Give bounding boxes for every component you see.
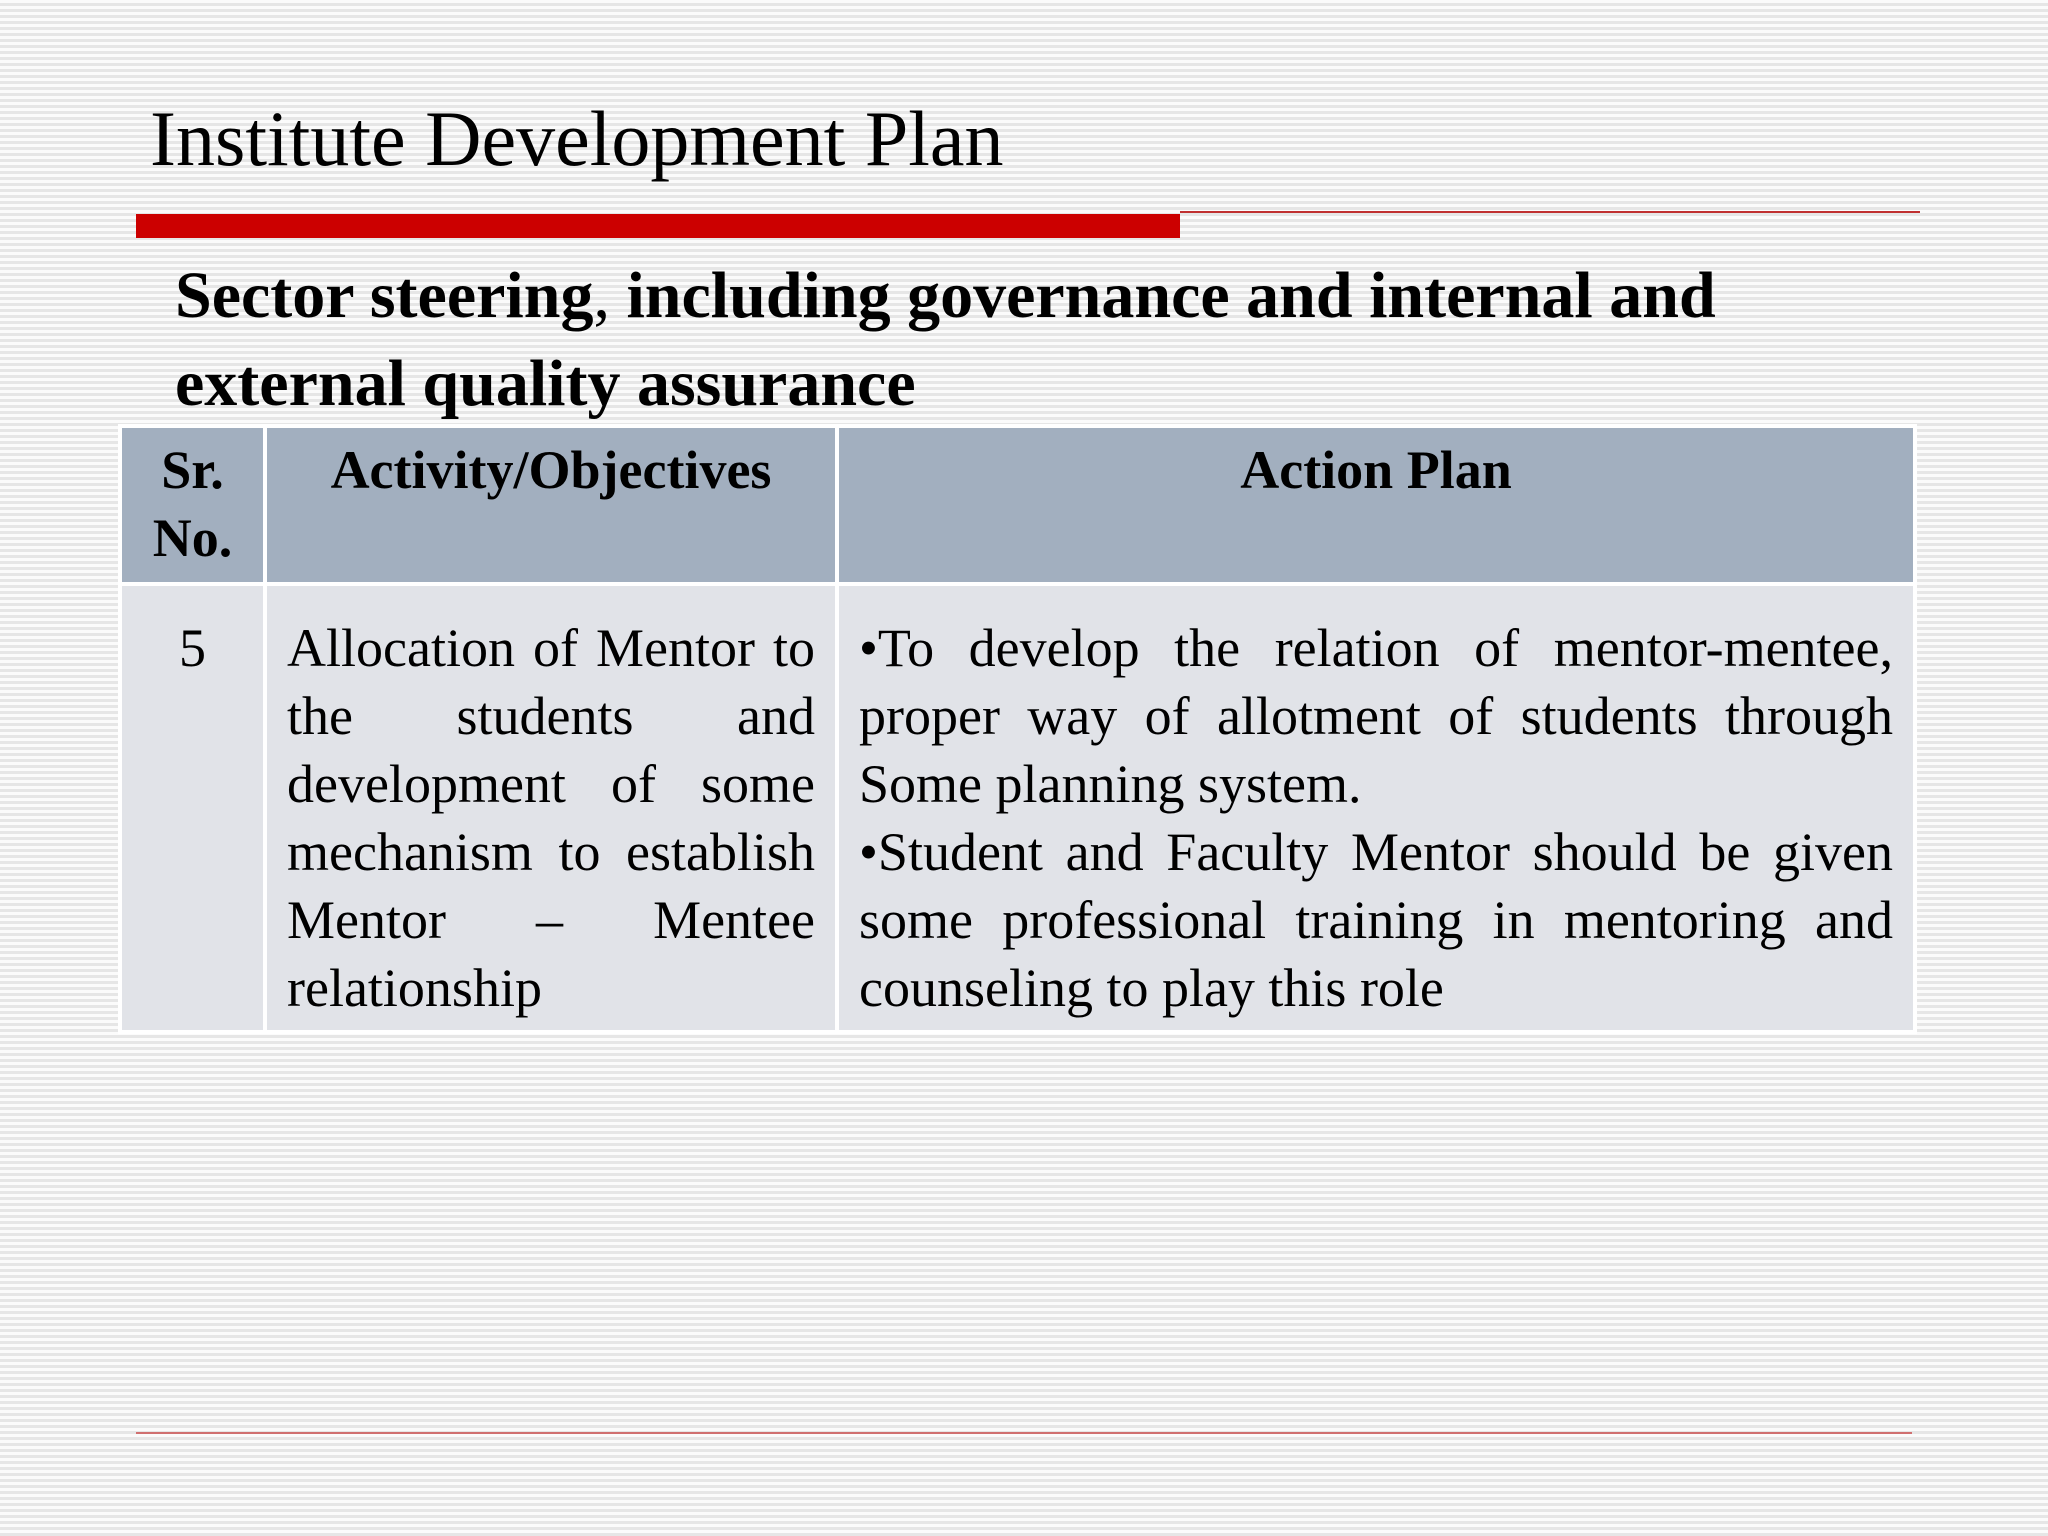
subtitle-part-1: Sector steering xyxy=(175,259,594,332)
cell-action-plan xyxy=(837,584,1915,1032)
action-plan-bullet: •To develop the relation of mentor-mentee, proper way of allotment of students through Some planning system. xyxy=(859,618,1893,814)
slide-title: Institute Development Plan xyxy=(150,95,1004,182)
footer-rule xyxy=(136,1432,1912,1434)
development-plan-table xyxy=(118,424,1917,1034)
subtitle-part-2: including governance and internal and external quality assurance xyxy=(175,259,1716,420)
action-plan-bullet: •Student and Faculty Mentor should be given some professional training in mentoring and counseling to play this role xyxy=(859,822,1893,1018)
cell-sr-no: 5 xyxy=(120,584,265,1032)
slide-subtitle xyxy=(175,252,1925,428)
subtitle-comma: , xyxy=(593,259,610,332)
header-sr-no: Sr. No. xyxy=(120,426,265,584)
title-underline-bar xyxy=(136,214,1180,238)
title-underline-rule xyxy=(1180,211,1920,213)
header-activity-objectives: Activity/Objectives xyxy=(265,426,837,584)
cell-activity: Allocation of Mentor to the students and development of some mechanism to establish Mentor – Mentee relationship xyxy=(265,584,837,1032)
header-action-plan: Action Plan xyxy=(837,426,1915,584)
table-row xyxy=(120,584,1915,1032)
table-header-row xyxy=(120,426,1915,584)
